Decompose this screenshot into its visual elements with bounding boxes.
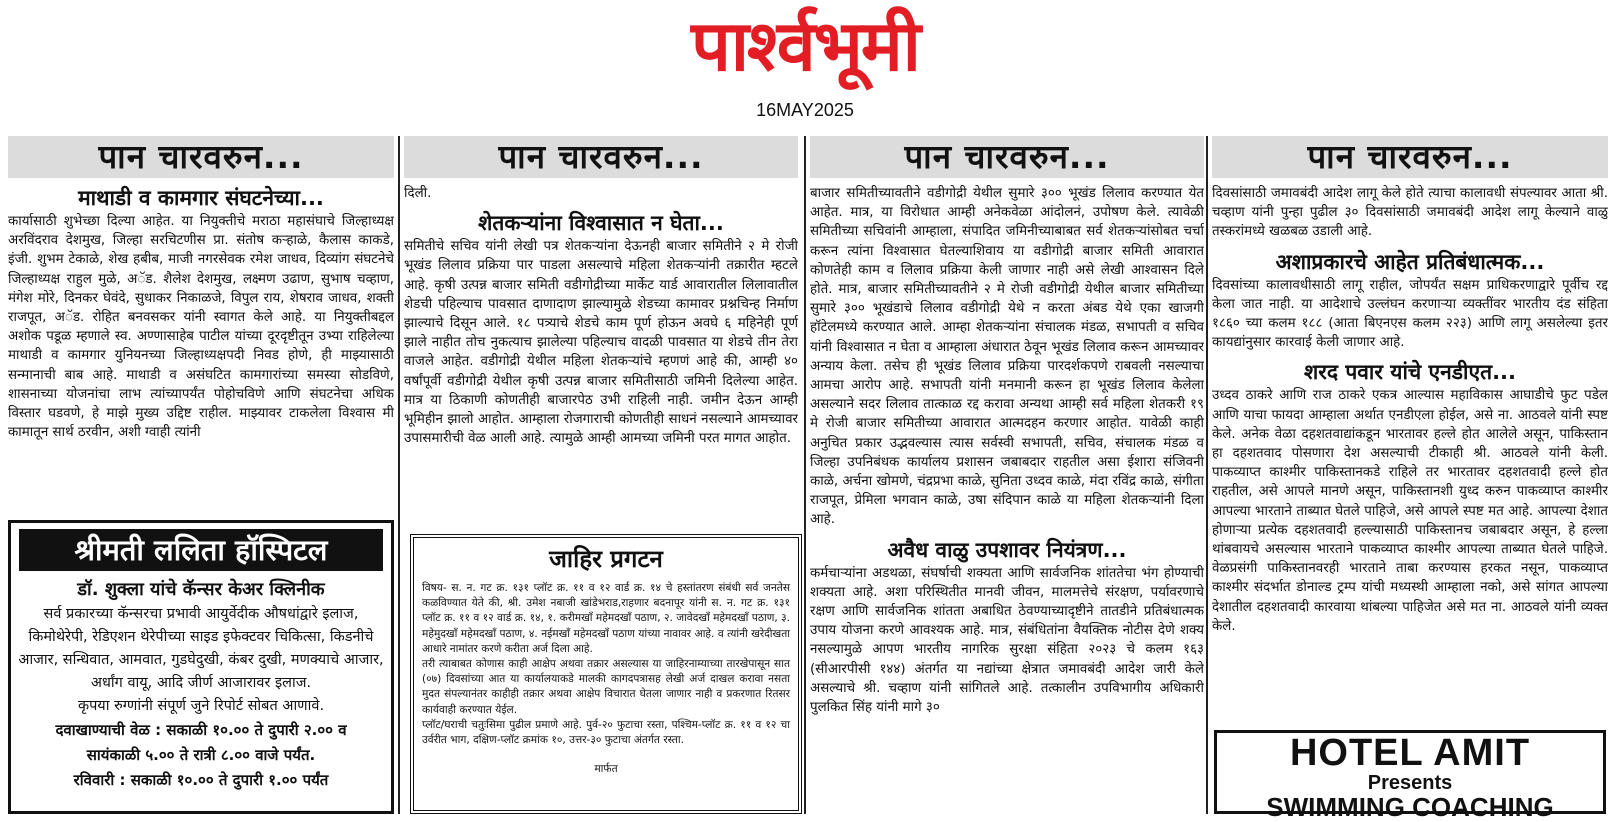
column-3 [810, 136, 1204, 814]
notice-paragraph: तरी त्याबाबत कोणास काही आक्षेप अथवा तक्रार असल्यास या जाहिरनाम्याच्या तारखेपासून सात (०७) दिवसांच्या आत या कार्यालयाकडे मालकी कागदपत्रासह लेखी अर्ज दाखल करावा नसता मुदत संपल्यानंतर काहीही तक्रार अथवा आक्षेप विचारात घेतला जाणार नाही व प्रकरणात रितसर कार्यवाही करण्यात येईल. [422, 658, 790, 716]
swimming-coaching: SWIMMING COACHING [1266, 792, 1554, 822]
notice-title: जाहिर प्रगटन [549, 545, 663, 573]
article-body: उध्दव ठाकरे आणि राज ठाकरे एकत्र आल्यास महाविकास आघाडीचे फुट पडेल आणि याचा फायदा आम्हाला अर्थात एनडीएला होईल, असे ना. आठवले यांनी स्पष्ट केले. अनेक वेळा दहशतवाद्यांकडून भारतावर हल्ले होत आलेले असून, पाकिस्तान हा दहशतवाद पोसणारा देश असल्याची टीकाही श्री. आठवले यांनी केली. पाकव्याप्त काश्मीर पाकिस्तानकडे राहिले तर भारतावर दहशतवादी हल्ले होत राहतील, असे आपले मानणे असून, पाकिस्तानशी युध्द करुन पाकव्याप्त काश्मीर आपल्या भारताने ताब्यात घेतले पाहिजे, असे आपले स्पष्ट मत आहे. आपल्या देशात होणाऱ्या प्रत्येक दहशतवादी हल्ल्यासाठी पाकिस्तानच जबाबदार असून, हे हल्ला थांबवायचे असल्यास भारताने पाकव्याप्त काश्मीर आपल्या ताब्यात घेतले पाहिजे. वेळप्रसंगी पाकिस्तानवरही भारताने ताबा करण्यास हरकत नसून, पाकव्याप्त काश्मीर संदर्भात डोनाल्ड ट्रम्प यांची मध्यस्थी आम्हाला नको, असे सांगत आपल्या देशातील दहशतवादी कारवाया थांबल्या पाहिजेत असे मत ना. आठवले यांनी व्यक्त केले. [1212, 388, 1608, 634]
clinic-name: डॉ. शुक्ला यांचे कॅन्सर केअर क्लिनीक [77, 579, 325, 600]
column-divider [398, 136, 400, 814]
column-divider [804, 136, 806, 814]
timing-line: सायंकाळी ५.०० ते रात्री ८.०० वाजे पर्यंत. [86, 746, 316, 764]
article-heading: अवैध वाळु उपशावर नियंत्रण... [887, 537, 1127, 562]
hospital-advertisement [8, 520, 394, 814]
masthead [0, 0, 1613, 128]
article-body: दिवसांच्या कालावधीसाठी लागू राहील, जोपर्यंत सक्षम प्राधिकरणाद्वारे पूर्वीच रद्द केला जात नाही. या आदेशाचे उल्लंघन करणाऱ्या व्यक्तींवर भारतीय दंड संहिता १८६० च्या कलम १८८ (आता बिएनएस कलम २२३) आणि लागू असलेल्या इतर कायद्यांनुसार कारवाई केली जाणार आहे. [1212, 277, 1608, 351]
continued-band: पान चारवरुन... [1212, 136, 1608, 178]
article-lead: दिवसांसाठी जमावबंदी आदेश लागू केले होते त्याचा कालावधी संपल्यावर आता श्री. चव्हाण यांनी पुन्हा पुढील ३० दिवसांसाठी जमावबंदी आदेश लागू केल्याने वाळु तस्करांमध्ये खळबळ उडाली आहे. [1212, 186, 1608, 240]
article-body: समितीचे सचिव यांनी लेखी पत्र शेतकऱ्यांना देऊनही बाजार समितीने २ मे रोजी भूखंड लिलाव प्रक्रिया पार पाडला असल्याचे महिला शेतकऱ्यांनी तक्रारीत म्हटले आहे. कृषी उत्पन्न बाजार समिती वडीगोद्रीच्या मार्केट यार्ड आवारातील लिलावातील शेडची पहिल्याच पावसात दाणादाण झाल्यामुळे शेडच्या कामावर प्रश्नचिन्ह निर्माण झाल्याचे दिसून आले. १८ पत्र्याचे शेडचे काम पूर्ण होऊन अवघे ६ महिनेही पूर्ण झाले नाहीत तोच नुकत्याच झालेल्या पहिल्याच वादळी पावसात या शेडचे तीन तेरा वाजले आहेत. वडीगोद्री येथील महिला शेतकऱ्यांचे म्हणणं आहे की, आम्ही ४० वर्षांपूर्वी वडीगोद्री येथील कृषी उत्पन्न बाजार समितीसाठी जमिनी दिलेल्या आहेत. मात्र या ठिकाणी कोणतीही बाजारपेठ उभी राहिली नाही. जमीन देऊन आम्ही भूमिहीन झालो आहोत. आम्हाला रोजगाराची कोणतीही साधनं नसल्याने आमच्यावर उपासमारीची वेळ आली आहे. त्यामुळे आम्ही आमच्या जमिनी परत मागत आहोत. [404, 239, 798, 447]
article-body: कार्यासाठी शुभेच्छा दिल्या आहेत. या नियुक्तीचे मराठा महासंघाचे जिल्हाध्यक्ष अरविंदराव देशमुख, जिल्हा सरचिटणीस प्रा. संतोष कऱ्हाळे, कैलास काकडे, इंजी. शुभम टेकाळे, शेख हबीब, माजी नगरसेवक रमेश जाधव, दिव्यांग संघटनेचे जिल्हाध्यक्ष राहुल मुळे, अॅड. शैलेश देशमुख, लक्ष्मण उढाण, सुभाष चव्हाण, मंगेश मोरे, दिनकर घेवंदे, सुधाकर निकाळजे, विपुल राय, शेषराव जाधव, शक्ती राजपूत, अॅड. रोहित बनवसकर यांनी स्वागत केले आहे. या नियुक्तीबद्दल अशोक पडूळ म्हणाले स्व. अण्णासाहेब पाटील यांच्या दूरदृष्टीतून उभ्या राहिलेल्या माथाडी व कामगार युनियनच्या जिल्हाध्यक्षपदी निवड होणे, ही माझ्यासाठी सन्मानाची बाब आहे. माथाडी व असंघटित कामगारांच्या समस्या सोडविणे, शासनाच्या योजनांचा लाभ त्यांच्यापर्यंत पोहोचविणे आणि संघटनेचा अधिक विस्तार घडवणे, हे माझे मुख्य उद्दिष्ट राहील. माझ्यावर टाकलेला विश्वास मी कामातून सार्थ ठरवीन, अशी ग्वाही त्यांनी [8, 214, 394, 441]
services-text: सर्व प्रकारच्या कॅन्सरचा प्रभावी आयुर्वेदीक औषधांद्वारे इलाज, किमोथेरेपी, रेडिएशन थेरेपीच्या साइड इफेक्टवर चिकित्सा, किडनीचे आजार, सन्धिवात, आमवात, गुडघेदुखी, कंबर दुखी, मणक्याचे आजार, अर्धांग वायू, आदि जीर्ण आजारावर इलाज. [18, 606, 384, 691]
article-heading: माथाडी व कामगार संघटनेच्या... [78, 186, 324, 210]
continued-band: पान चारवरुन... [810, 136, 1204, 178]
timing-line: दवाखाण्याची वेळ : सकाळी १०.०० ते दुपारी २.०० व [55, 721, 347, 739]
continued-band: पान चारवरुन... [404, 136, 798, 178]
notice-paragraph: प्लॉट/घराची चतुःसिमा पुढील प्रमाणे आहे. पुर्व-२० फुटाचा रस्ता, पश्चिम-प्लॉट क्र. ११ व १२ चा उर्वरीत भाग, दक्षिण-प्लॉट क्रमांक १०, उत्तर-३० फुटाचा अंतर्गत रस्ता. [422, 718, 790, 747]
hotel-presents: Presents [1367, 772, 1453, 794]
column-4 [1212, 136, 1608, 814]
column-divider [1206, 136, 1208, 814]
notice-paragraph: विषय- स. न. गट क्र. १३१ प्लॉट क्र. ११ व १२ वार्ड क्र. १४ चे हस्तांतरण संबंधी सर्व जनतेस कळविण्यात येते की, श्री. उमेश नबाजी खांडेभराड,राहणार बदनापूर यांनी स. न. गट क्र. १३१ प्लॉट क्र. ११ व १२ वार्ड क्र. १४, १. करीमखाँ महेमदखाँ पठाण, २. जावेदखाँ महेमदखाँ पठाण, ३. महेमुदखाँ महेमदखाँ पठाण, ४. नईमखाँ महेमदखाँ पठाण यांच्या नावावर आहे. व त्यांनी खरेदीखता आधारे नामांतर करणे करीता अर्ज दिला आहे. [422, 582, 790, 655]
hotel-name: HOTEL AMIT [1289, 732, 1531, 774]
timing-line: रविवारी : सकाळी १०.०० ते दुपारी १.०० पर्यंत [73, 771, 329, 789]
newspaper-logo: पार्श्वभूमी [691, 5, 919, 87]
article-body: कर्मचाऱ्यांना अडथळा, संघर्षाची शक्यता आणि सार्वजनिक शांततेचा भंग होण्याची शक्यता आहे. अशा परिस्थितीत मानवी जीवन, मालमत्तेचे संरक्षण, पर्यावरणाचे रक्षण आणि सार्वजनिक शांतता अबाधित ठेवण्याच्यादृष्टीने तातडीने प्रतिबंधात्मक उपाय योजना करणे आवश्यक आहे. मात्र, संबंधितांना वैयक्तिक नोटीस देणे शक्य नसल्यामुळे आपण भारतीय नागरिक सुरक्षा संहिता २०२३ चे कलम १६३ (सीआरपीसी १४४) अंतर्गत या नद्यांच्या क्षेत्रात जमावबंदी आदेश जारी केले असल्याचे श्री. चव्हाण यांनी सांगितले आहे. तत्कालीन उपविभागीय अधिकारी पुलकित सिंह यांनी मागे ३० [810, 565, 1204, 716]
hospital-name: श्रीमती ललिता हॉस्पिटल [19, 529, 383, 571]
article-body: बाजार समितीच्यावतीने वडीगोद्री येथील सुमारे ३०० भूखंड लिलाव करण्यात येत आहेत. मात्र, या विरोधात आम्ही अनेकवेळा आंदोलनं, उपोषण केले. त्यावेळी समितीच्या सचिवांनी आम्हाला, संपादित जमिनीच्याबाबत सर्व शेतकऱ्यांसोबत चर्चा करून त्यांना विश्वासात घेतल्याशिवाय या वडीगोद्री बाजार समिती आवारात कोणतेही काम व लिलाव प्रक्रिया केली जाणार नाही असे लेखी आश्वासन दिले होते. मात्र, बाजार समितीच्यावतीने २ मे रोजी वडीगोद्री येथील बाजार समितीच्या सुमारे ३०० भूखंडाचे लिलाव वडीगोद्री येथे न करता अंबड येथे एका खाजगी हॉटेलमध्ये करण्यात आले. आम्हा शेतकऱ्यांना संचालक मंडळ, सभापती व सचिव यांनी विश्वासात न घेता व आम्हाला अंधारात ठेवून भूखंड लिलाव करून आमच्यावर अन्याय केला. तसेच ही भूखंड लिलाव प्रक्रिया पारदर्शकपणे राबवली नसल्याचा आमचा आरोप आहे. सभापती यांनी मनमानी करून हा भूखंड लिलाव केलेला असल्याने सदर लिलाव तात्काळ रद्द करावा अन्यथा आम्ही सर्व महिला शेतकरी १९ मे रोजी बाजार समितीच्या आवारात आत्मदहन करणार आहोत. यावेळी काही अनुचित प्रकार उद्भवल्यास त्यास सर्वस्वी सभापती, सचिव, संचालक मंडळ व जिल्हा उपनिबंधक कार्यालय प्रशासन जबाबदार राहतील असा ईशारा संजिवनी काळे, अर्चना खोमणे, चंद्रप्रभा काळे, सुनिता उध्दव काळे, मंदा रविंद्र काळे, संगीता राजपूत, प्रेमिला भगवान काळे, उषा संदिपान काळे या महिला शेतकऱ्यांनी दिला आहे. [810, 186, 1204, 528]
continued-band: पान चारवरुन... [8, 136, 394, 178]
article-heading: अशाप्रकारचे आहेत प्रतिबंधात्मक... [1275, 249, 1545, 274]
public-notice [410, 534, 802, 814]
article-lead: दिली. [404, 186, 432, 201]
edition-date: 16MAY2025 [756, 100, 854, 120]
reports-note: कृपया रुग्णांनी संपूर्ण जुने रिपोर्ट सोबत आणावे. [77, 698, 325, 714]
hotel-advertisement [1214, 730, 1606, 822]
article-heading: शेतकऱ्यांना विश्वासात न घेता... [478, 211, 724, 236]
article-heading: शरद पवार यांचे एनडीएत... [1304, 360, 1516, 385]
notice-signature: मार्फत [594, 763, 618, 776]
